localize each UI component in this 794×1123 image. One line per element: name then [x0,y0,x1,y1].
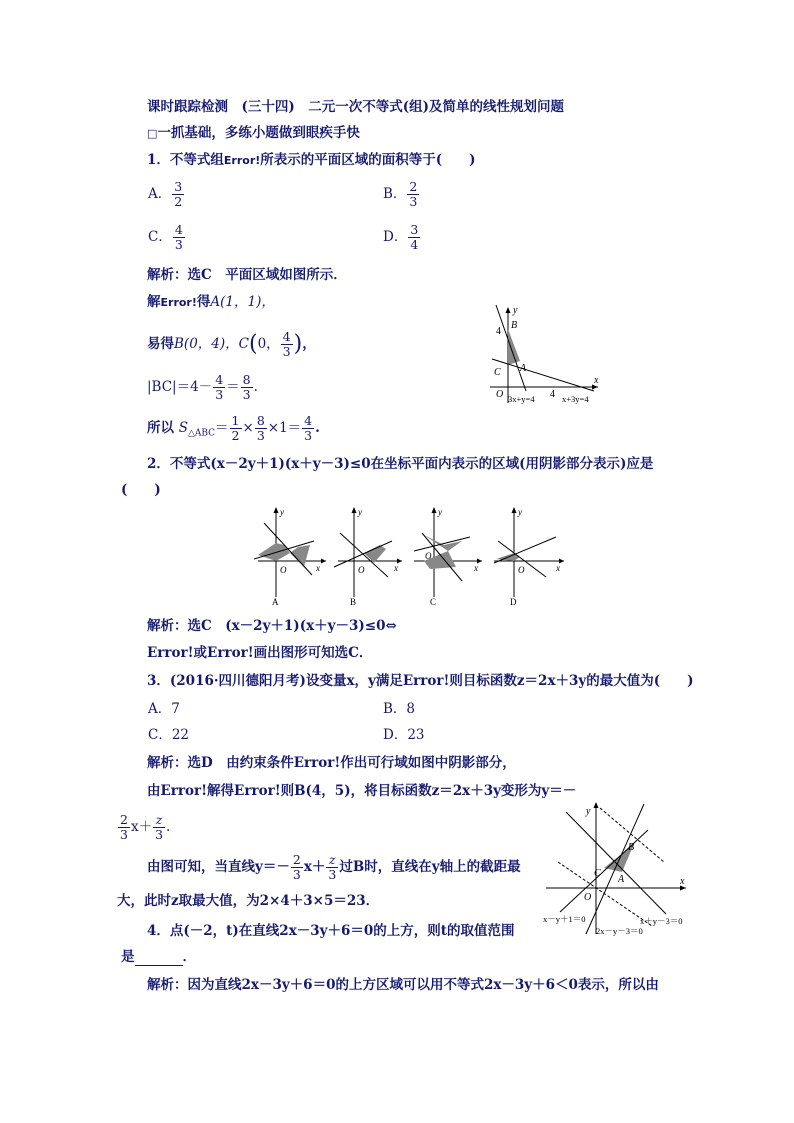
q2-figure-a [254,507,326,607]
q1-option-a[interactable]: A． $\frac{3}{2}$ [148,179,183,209]
q4-stem: 4．点(－2，t)在直线2x－3y＋6＝0的上方，则t的取值范围 [147,923,515,939]
svg-text:y: y [280,507,284,517]
svg-text:O: O [425,551,432,561]
q1-option-d[interactable]: D． $\frac{3}{4}$ [383,222,419,252]
q1-solution-line2: 解Error!得A(1，1)， [147,294,275,310]
svg-text:y: y [518,507,522,517]
q1-graph [470,303,610,407]
q3-option-d[interactable]: D．23 [383,727,425,743]
svg-text:O: O [280,565,287,575]
q3-graph [540,800,690,938]
q1-graph-line1-label: 3x+y=4 [508,394,535,404]
q3-solution-line5: 大，此时z取最大值，为2×4＋3×5＝23． [117,893,380,909]
q3-solution-line2: 由Error!解得Error!则B(4，5)，将目标函数z＝2x＋3y变形为y＝－ [147,783,577,799]
q4-solution-line1: 解析：因为直线2x－3y＋6＝0的上方区域可以用不等式2x－3y＋6＜0表示，所以由 [147,977,659,993]
q3-graph-point-b: B [628,842,635,853]
q3-option-c[interactable]: C．22 [148,727,190,743]
q3-solution-line1: 解析：选D 由约束条件Error!作出可行域如图中阴影部分， [147,755,516,771]
q3-option-a[interactable]: A．7 [148,701,180,717]
svg-text:x: x [474,563,478,573]
q1-graph-point-c: C [494,367,501,378]
q2-label-a: A [272,597,279,607]
section-subtitle: □一抓基础，多练小题做到眼疾手快 [147,125,360,141]
q2-figure-b [334,507,402,607]
q1-graph-point-a: A [520,363,527,374]
q1-solution-line3: 易得B(0，4)，C(0， $\frac{4}{3}$ )， [147,329,316,359]
q3-solution-line3: $\frac{2}{3}$ x＋ $\frac{z}{3}$ . [120,812,171,842]
svg-text:x: x [394,563,398,573]
q2-solution-line1: 解析：选C (x－2y＋1)(x＋y－3)≤0⇔ [147,618,397,634]
subtitle-mark: □ [147,127,158,140]
q2-stem: 2．不等式(x－2y＋1)(x＋y－3)≤0在坐标平面内表示的区域(用阴影部分表示)应是 [147,456,654,472]
q1-graph-tick-4x: 4 [550,389,555,400]
q1-graph-line2-label: x+3y=4 [562,394,589,404]
q3-graph-line2-label: 2x－y－3＝0 [596,926,643,936]
q3-graph-point-c: C [594,868,601,879]
q2-label-d: D [510,597,517,607]
q3-graph-x-label: x [680,876,685,887]
q1-graph-point-b: B [511,320,518,331]
q1-solution-line5: 所以 $S_{\triangle ABC}=$ $\frac{1}{2}$ × $\frac{8}{3}$ ×1＝ $\frac{4}{3}$ . [147,413,320,443]
q2-figure-d [494,507,564,607]
q1-solution-line4: |BC|＝4－ $\frac{4}{3}$ ＝ $\frac{8}{3}$ . [147,372,258,402]
q2-label-b: B [350,597,357,607]
q3-graph-line3-label: x＋y－3＝0 [640,916,683,926]
q3-option-b[interactable]: B．8 [383,701,416,717]
q3-graph-point-a: A [618,874,625,885]
q2-figures [250,505,570,609]
svg-text:O: O [518,565,525,575]
q1-graph-y-label: y [513,305,518,316]
q1-option-b[interactable]: B． $\frac{2}{3}$ [383,179,418,209]
q1-graph-tick-4y: 4 [496,326,501,337]
svg-text:y: y [358,507,362,517]
svg-text:O: O [358,565,365,575]
q1-stem: 1．不等式组Error!所表示的平面区域的面积等于( ) [147,152,476,168]
q2-figure-c [414,507,482,607]
q1-solution-line1: 解析：选C 平面区域如图所示． [147,267,347,283]
page-title: 课时跟踪检测 (三十四) 二元一次不等式(组)及简单的线性规划问题 [147,99,565,115]
q3-graph-y-label: y [586,806,591,817]
q2-label-c: C [430,597,437,607]
q3-solution-line4: 由图可知，当直线y＝－ $\frac{2}{3}$ x＋ $\frac{z}{3}$ 过B时，直线在y轴上的截距最 [147,852,521,882]
q2-paren: ( ) [121,482,161,498]
q3-graph-origin: O [584,892,592,903]
svg-text:y: y [438,507,442,517]
q4-answer-blank[interactable] [135,952,183,966]
q3-graph-line1-label: x－y＋1＝0 [543,914,586,924]
q4-stem-line2: 是 ． [121,949,196,965]
q1-graph-x-label: x [594,375,599,386]
q3-stem: 3．(2016·四川德阳月考)设变量x，y满足Error!则目标函数z＝2x＋3y的最大值为( ) [147,673,694,689]
svg-text:x: x [556,563,560,573]
q1-graph-origin: O [496,389,504,400]
q1-option-c[interactable]: C． $\frac{4}{3}$ [148,222,183,252]
svg-text:x: x [316,563,320,573]
q2-solution-line2: Error!或Error!画出图形可知选C． [147,645,373,661]
